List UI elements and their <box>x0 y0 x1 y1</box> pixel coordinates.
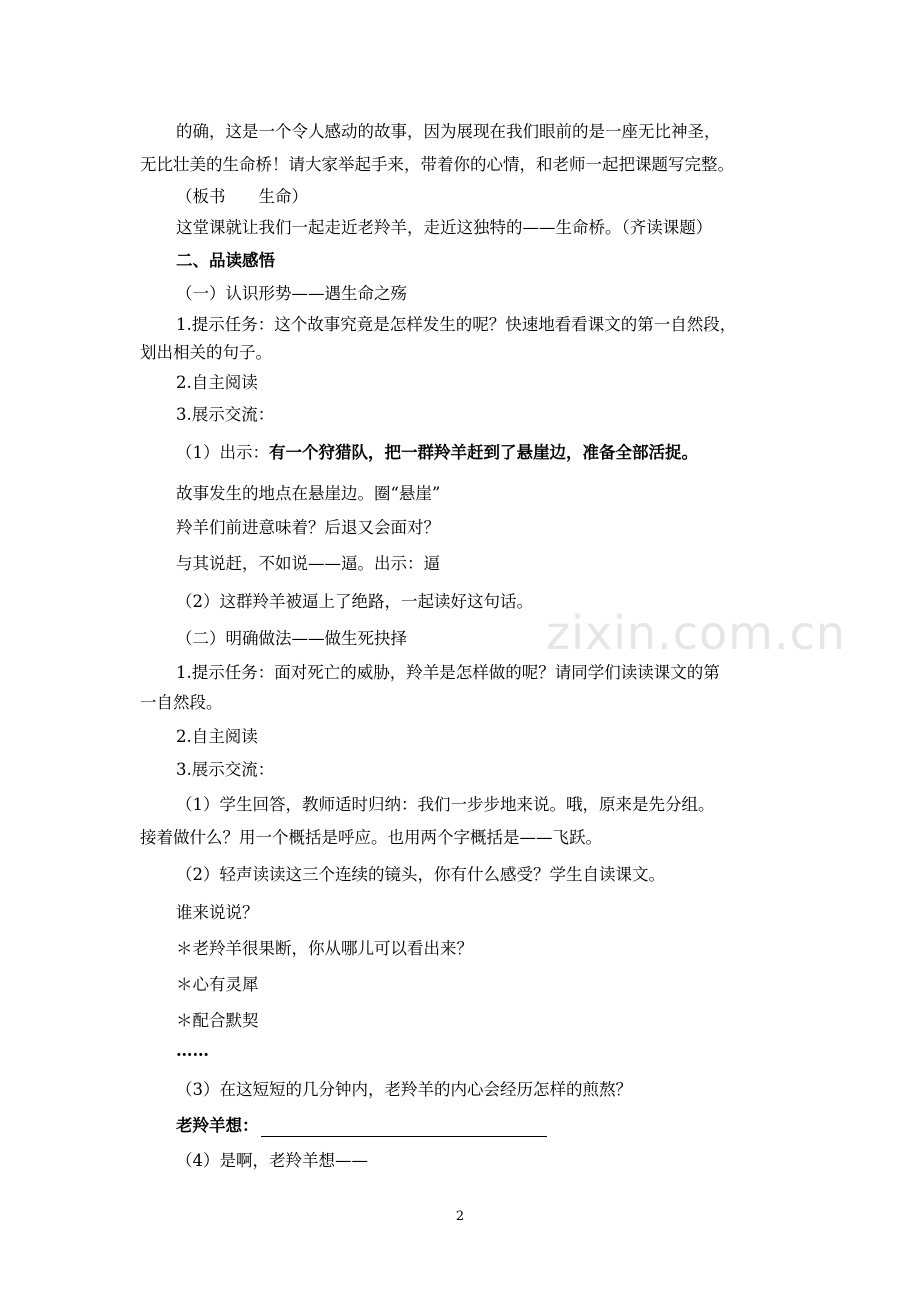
paragraph-line: （4）是啊，老羚羊想—— <box>176 1151 368 1170</box>
paragraph-line: 故事发生的地点在悬崖边。圈“悬崖” <box>176 484 441 503</box>
list-item: 3.展示交流： <box>176 760 275 779</box>
paragraph-line: 谁来说说？ <box>176 903 259 922</box>
paragraph-line: 1.提示任务：面对死亡的威胁，羚羊是怎样做的呢？请同学们读读课文的第 <box>176 663 720 682</box>
list-item: 2.自主阅读 <box>176 373 258 392</box>
page-number: 2 <box>455 1209 465 1224</box>
blank-underline <box>261 1116 547 1137</box>
paragraph-line: 这堂课就让我们一起走近老羚羊，走近这独特的——生命桥。（齐读课题） <box>176 218 713 237</box>
paragraph-line: 1.提示任务：这个故事究竟是怎样发生的呢？快速地看看课文的第一自然段， <box>176 315 737 334</box>
paragraph-line: 接着做什么？用一个概括是呼应。也用两个字概括是——飞跃。 <box>140 828 602 847</box>
paragraph-line: （2）这群羚羊被逼上了绝路，一起读好这句话。 <box>176 592 533 611</box>
paragraph-line: （3）在这短短的几分钟内，老羚羊的内心会经历怎样的煎熬？ <box>176 1080 632 1099</box>
bullet-item: ＊配合默契 <box>176 1011 259 1030</box>
bullet-item: ＊心有灵犀 <box>176 975 259 994</box>
paragraph-line: 划出相关的句子。 <box>140 343 272 362</box>
paragraph-line: （1）学生回答，教师适时归纳：我们一步步地来说。哦，原来是先分组。 <box>176 795 715 814</box>
list-item: 3.展示交流： <box>176 405 275 424</box>
paragraph-line: 无比壮美的生命桥！请大家举起手来，带着你的心情，和老师一起把课题写完整。 <box>140 155 734 174</box>
section-heading: 二、品读感悟 <box>176 251 275 270</box>
paragraph-line: 与其说赶，不如说——逼。出示：逼 <box>176 554 440 573</box>
display-label: （1）出示： <box>176 443 269 462</box>
list-item: 2.自主阅读 <box>176 727 258 746</box>
bullet-item: ＊老羚羊很果断，你从哪儿可以看出来？ <box>176 939 473 958</box>
watermark: zixin.com.cn <box>546 606 847 660</box>
ellipsis-line: …… <box>176 1041 209 1060</box>
fill-in-label: 老羚羊想： <box>176 1116 259 1135</box>
paragraph-line: （2）轻声读读这三个连续的镜头，你有什么感受？学生自读课文。 <box>176 865 665 884</box>
paragraph-line: 一自然段。 <box>140 693 223 712</box>
paragraph-line: 的确，这是一个令人感动的故事，因为展现在我们眼前的是一座无比神圣， <box>176 122 721 141</box>
paragraph-line: （板书 生命） <box>176 187 308 206</box>
subsection-heading: （二）明确做法——做生死抉择 <box>176 629 407 648</box>
quoted-sentence: 有一个狩猎队，把一群羚羊赶到了悬崖边，准备全部活捉。 <box>269 443 698 462</box>
subsection-heading: （一）认识形势——遇生命之殇 <box>176 284 407 303</box>
paragraph-line: 羚羊们前进意味着？后退又会面对？ <box>176 518 440 537</box>
fill-in-line <box>176 1115 547 1137</box>
paragraph-line <box>176 442 698 464</box>
